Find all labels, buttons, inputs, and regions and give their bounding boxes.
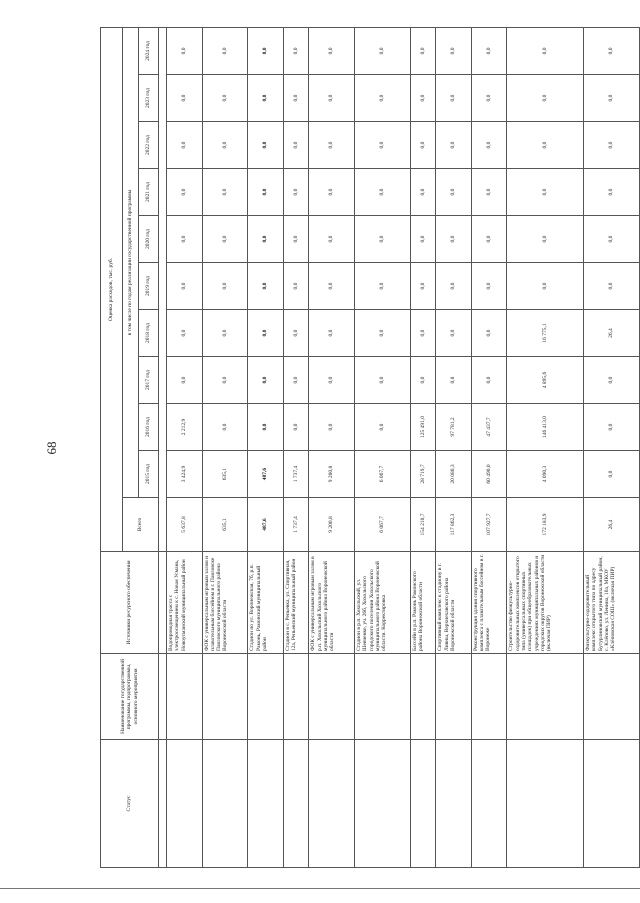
year-value-cell: 0,0 — [354, 27, 410, 74]
year-value-cell: 0,0 — [309, 122, 355, 169]
year-value-cell: 0,0 — [583, 263, 639, 310]
year-value-cell: 60 490,0 — [471, 451, 507, 498]
status-cell — [248, 740, 284, 868]
year-value-cell: 487,6 — [248, 451, 284, 498]
table-body — [167, 27, 640, 867]
source-cell: ФОК с универсальным игровым залом в р.п. Хохольский Хохольского муниципального района Воронежской области — [309, 552, 355, 654]
year-value-cell: 0,0 — [410, 169, 435, 216]
table-row — [471, 27, 507, 867]
table-row — [507, 27, 583, 867]
year-value-cell: 0,0 — [202, 357, 248, 404]
year-value-cell: 16 775,1 — [507, 310, 583, 357]
year-value-cell: 0,0 — [248, 404, 284, 451]
total-cell: 635,1 — [202, 498, 248, 552]
total-cell: 26,4 — [583, 498, 639, 552]
year-value-cell: 0,0 — [248, 75, 284, 122]
name-cell — [354, 654, 410, 740]
year-value-cell: 0,0 — [167, 263, 203, 310]
year-value-cell: 0,0 — [309, 27, 355, 74]
total-cell: 9 200,8 — [309, 498, 355, 552]
year-value-cell: 0,0 — [202, 404, 248, 451]
year-value-cell: 0,0 — [202, 75, 248, 122]
year-value-cell: 0,0 — [507, 27, 583, 74]
total-cell: 107 927,7 — [471, 498, 507, 552]
table-row — [583, 27, 639, 867]
year-value-cell: 0,0 — [583, 122, 639, 169]
year-value-cell: 4 090,3 — [507, 451, 583, 498]
name-cell — [202, 654, 248, 740]
source-cell: Водопроводная трасса с электроосвещением к с. Новая Усмань, Новоусманский муниципальный район — [167, 552, 203, 654]
year-value-cell: 0,0 — [202, 310, 248, 357]
year-value-cell: 0,0 — [248, 216, 284, 263]
year-value-cell: 0,0 — [202, 169, 248, 216]
year-value-cell: 0,0 — [202, 263, 248, 310]
year-value-cell: 0,0 — [248, 27, 284, 74]
year-value-cell: 0,0 — [354, 404, 410, 451]
total-cell: 1 737,4 — [283, 498, 308, 552]
source-cell: Реконструкция здания спортивного комплекса с плавательным бассейном в г. Воронеже — [471, 552, 507, 654]
year-value-cell: 0,0 — [248, 169, 284, 216]
year-value-cell: 0,0 — [471, 75, 507, 122]
total-cell: 6 067,7 — [354, 498, 410, 552]
status-cell — [583, 740, 639, 868]
year-value-cell: 0,0 — [471, 263, 507, 310]
year-value-cell: 0,0 — [436, 310, 472, 357]
year-value-cell: 0,0 — [167, 27, 203, 74]
table-row — [410, 27, 435, 867]
header-name: Наименование государственной программы, подпрограммы, основного мероприятия — [101, 654, 159, 740]
year-value-cell: 0,0 — [167, 216, 203, 263]
year-value-cell: 0,0 — [167, 357, 203, 404]
table-row — [202, 27, 248, 867]
year-value-cell: 0,0 — [471, 27, 507, 74]
header-estimate: Оценка расходов, тыс. руб. — [101, 27, 123, 551]
name-cell — [410, 654, 435, 740]
status-cell — [167, 740, 203, 868]
year-value-cell: 0,0 — [309, 216, 355, 263]
source-cell: Стадион по ул. Воронежская, 7б, р.п. Рамонь, Рамонский муниципальный район — [248, 552, 284, 654]
year-value-cell: 0,0 — [507, 75, 583, 122]
spacer-cell — [159, 654, 167, 740]
year-value-cell: 0,0 — [410, 263, 435, 310]
header-year: 2022 год — [139, 122, 159, 169]
status-cell — [436, 740, 472, 868]
header-status: Статус — [101, 740, 159, 868]
year-value-cell: 1 737,4 — [283, 451, 308, 498]
status-cell — [507, 740, 583, 868]
year-value-cell: 20 080,3 — [436, 451, 472, 498]
year-value-cell: 0,0 — [354, 75, 410, 122]
name-cell — [583, 654, 639, 740]
year-value-cell: 146 413,0 — [507, 404, 583, 451]
total-cell: 487,6 — [248, 498, 284, 552]
year-value-cell: 26,4 — [583, 310, 639, 357]
header-year: 2016 год — [139, 404, 159, 451]
name-cell — [436, 654, 472, 740]
year-value-cell: 28 719,7 — [410, 451, 435, 498]
year-value-cell: 0,0 — [202, 216, 248, 263]
year-value-cell: 0,0 — [248, 357, 284, 404]
header-year: 2018 год — [139, 310, 159, 357]
total-cell: 154 210,7 — [410, 498, 435, 552]
year-value-cell: 0,0 — [309, 263, 355, 310]
status-cell — [283, 740, 308, 868]
year-value-cell: 0,0 — [283, 404, 308, 451]
year-value-cell: 0,0 — [283, 310, 308, 357]
year-value-cell: 0,0 — [436, 75, 472, 122]
year-value-cell: 0,0 — [283, 122, 308, 169]
year-value-cell: 0,0 — [583, 216, 639, 263]
year-value-cell: 0,0 — [471, 310, 507, 357]
source-cell: Строительство физкультурно-оздоровительных комплексов открытого типа (универсальных спортивных площадок) при общеобразовательных учреждениях муниципальных районов и городских округов Воронежской области (включая ПИР) — [507, 552, 583, 654]
table-row — [354, 27, 410, 867]
status-cell — [309, 740, 355, 868]
year-value-cell: 0,0 — [354, 263, 410, 310]
source-cell: Бассейн в р.п. Рамонь Рамонского района Воронежской области — [410, 552, 435, 654]
name-cell — [471, 654, 507, 740]
total-cell: 117 862,3 — [436, 498, 472, 552]
header-year: 2023 год — [139, 75, 159, 122]
year-value-cell: 47 437,7 — [471, 404, 507, 451]
year-value-cell: 0,0 — [167, 310, 203, 357]
year-value-cell: 0,0 — [507, 169, 583, 216]
table-row — [283, 27, 308, 867]
year-value-cell: 0,0 — [583, 451, 639, 498]
table-row — [309, 27, 355, 867]
status-cell — [471, 740, 507, 868]
year-value-cell: 97 781,2 — [436, 404, 472, 451]
source-cell: Стадион в с. Репьевка, ул. Спортивная, 12а, Репьевский муниципальный район — [283, 552, 308, 654]
year-value-cell: 0,0 — [507, 122, 583, 169]
year-value-cell: 0,8 — [436, 357, 472, 404]
table-row — [167, 27, 203, 867]
year-value-cell: 0,0 — [167, 169, 203, 216]
year-value-cell: 0,0 — [309, 310, 355, 357]
year-value-cell: 0,0 — [248, 263, 284, 310]
name-cell — [283, 654, 308, 740]
year-value-cell: 0,0 — [583, 404, 639, 451]
header-year: 2020 год — [139, 216, 159, 263]
year-value-cell: 0,0 — [309, 357, 355, 404]
budget-table — [100, 27, 640, 868]
year-value-cell: 0,0 — [309, 169, 355, 216]
status-cell — [354, 740, 410, 868]
year-value-cell: 0,0 — [410, 216, 435, 263]
header-source: Источники ресурсного обеспечения — [101, 552, 159, 654]
year-value-cell: 4 895,6 — [507, 357, 583, 404]
status-cell — [410, 740, 435, 868]
header-year: 2019 год — [139, 263, 159, 310]
year-value-cell: 0,0 — [410, 357, 435, 404]
year-value-cell: 0,0 — [202, 122, 248, 169]
year-value-cell: 0,0 — [583, 27, 639, 74]
header-year: 2021 год — [139, 169, 159, 216]
source-cell: Спортивный комплекс к стадиону в г. Ливны, Верхнехавского района Воронежской области — [436, 552, 472, 654]
name-cell — [507, 654, 583, 740]
header-year: 2015 год — [139, 451, 159, 498]
year-value-cell: 0,0 — [283, 263, 308, 310]
name-cell — [167, 654, 203, 740]
header-year: 2024 год — [139, 27, 159, 74]
year-value-cell: 0,0 — [283, 169, 308, 216]
source-cell: Физкультурно-оздоровительный комплекс открытого типа по адресу Бутурлиновский муниципальный район, с. Клёпово, ул. Ленина, 10а, МКОУ «Клёповская СОШ» (включая ПИР) — [583, 552, 639, 654]
spacer-cell — [159, 740, 167, 868]
year-value-cell: 0,0 — [507, 216, 583, 263]
year-value-cell: 0,0 — [167, 75, 203, 122]
year-value-cell: 0,0 — [354, 357, 410, 404]
year-value-cell: 0,0 — [507, 263, 583, 310]
year-value-cell: 0,0 — [471, 122, 507, 169]
year-value-cell: 0,0 — [436, 263, 472, 310]
year-value-cell: 0,0 — [583, 169, 639, 216]
year-value-cell: 0,0 — [583, 357, 639, 404]
year-value-cell: 0,0 — [283, 216, 308, 263]
year-value-cell: 125 491,0 — [410, 404, 435, 451]
year-value-cell: 0,0 — [410, 122, 435, 169]
year-value-cell: 0,0 — [248, 122, 284, 169]
spacer-cell — [159, 27, 167, 551]
year-value-cell: 2 212,9 — [167, 404, 203, 451]
year-value-cell: 9 200,8 — [309, 451, 355, 498]
year-value-cell: 0,0 — [583, 75, 639, 122]
year-value-cell: 0,0 — [354, 216, 410, 263]
spacer-cell — [159, 552, 167, 654]
year-value-cell: 0,0 — [471, 216, 507, 263]
year-value-cell: 0,0 — [309, 75, 355, 122]
year-value-cell: 0,0 — [410, 27, 435, 74]
year-value-cell: 0,0 — [436, 169, 472, 216]
year-value-cell: 0,0 — [283, 27, 308, 74]
total-cell: 172 183,9 — [507, 498, 583, 552]
year-value-cell: 0,0 — [436, 122, 472, 169]
year-value-cell: 6 067,7 — [354, 451, 410, 498]
year-value-cell: 0,0 — [410, 75, 435, 122]
year-value-cell: 0,0 — [436, 216, 472, 263]
year-value-cell: 0,0 — [248, 310, 284, 357]
table-row — [248, 27, 284, 867]
name-cell — [248, 654, 284, 740]
total-cell: 5 637,8 — [167, 498, 203, 552]
year-value-cell: 0,0 — [309, 404, 355, 451]
year-value-cell: 0,0 — [354, 310, 410, 357]
year-value-cell: 0,0 — [283, 75, 308, 122]
year-value-cell: 0,0 — [283, 357, 308, 404]
footer-rule — [0, 888, 640, 889]
year-value-cell: 0,0 — [471, 169, 507, 216]
year-value-cell: 0,0 — [436, 27, 472, 74]
source-cell: Стадион в р.п. Хохольский, ул. Шевченко, уч. 26б, Хохольского городского поселения Хохольского муниципального района Воронежской области. Корректировка — [354, 552, 410, 654]
header-year: 2017 год — [139, 357, 159, 404]
name-cell — [309, 654, 355, 740]
year-value-cell: 0,0 — [167, 122, 203, 169]
year-value-cell: 0,0 — [202, 27, 248, 74]
header-total: Всего — [123, 498, 159, 552]
table-row — [436, 27, 472, 867]
year-value-cell: 0,0 — [410, 310, 435, 357]
year-value-cell: 0,0 — [354, 122, 410, 169]
header-by-year: в том числе по годам реализации государственной программы — [123, 27, 139, 497]
budget-table-rotated — [100, 28, 640, 868]
source-cell: ФОК с универсальным игровым залом и плавательным бассейном в г. Павловске Павловского муниципального района Воронежской области — [202, 552, 248, 654]
year-value-cell: 3 424,9 — [167, 451, 203, 498]
year-value-cell: 0,0 — [354, 169, 410, 216]
year-value-cell: 635,1 — [202, 451, 248, 498]
year-value-cell: 0,0 — [471, 357, 507, 404]
status-cell — [202, 740, 248, 868]
page-number: 68 — [44, 441, 59, 455]
